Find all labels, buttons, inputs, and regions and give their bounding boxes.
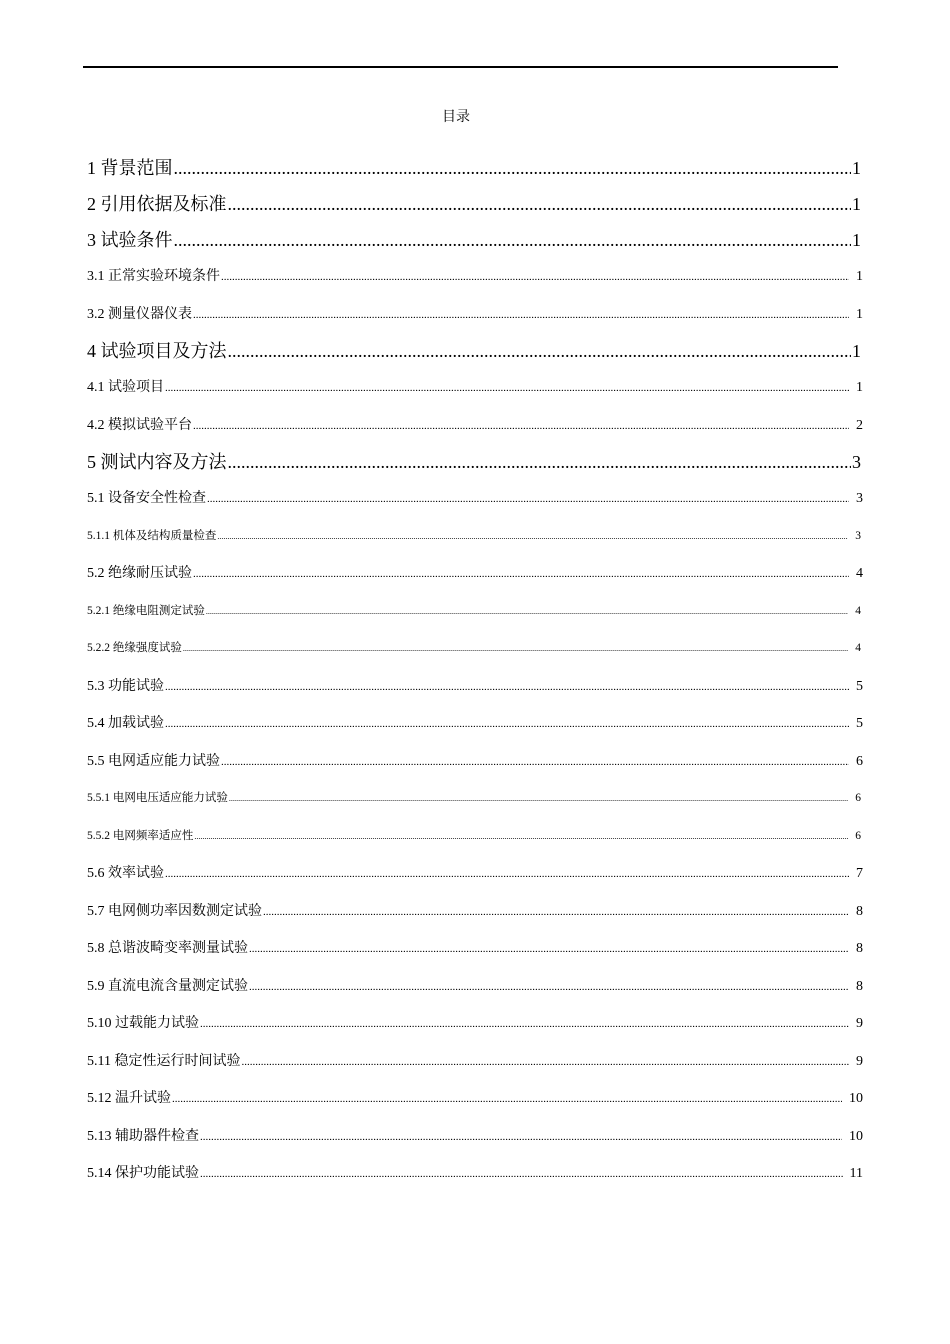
toc-entry-title: 5.1.1 机体及结构质量检查 xyxy=(87,529,217,542)
toc-entry-page: 4 xyxy=(855,604,861,617)
toc-entry-page: 5 xyxy=(856,716,863,731)
table-of-contents xyxy=(87,150,863,1193)
dot-leader xyxy=(193,408,849,446)
toc-entry-page: 4 xyxy=(856,566,863,581)
toc-entry-page: 8 xyxy=(856,903,863,919)
toc-entry-title: 5.2 绝缘耐压试验 xyxy=(87,566,192,581)
toc-entry-page: 1 xyxy=(852,341,861,361)
toc-entry[interactable] xyxy=(87,1043,863,1081)
dot-leader xyxy=(207,481,849,519)
toc-entry-title: 5.3 功能试验 xyxy=(87,678,164,694)
toc-entry-page: 1 xyxy=(856,269,863,284)
toc-entry-title: 5.9 直流电流含量测定试验 xyxy=(87,978,248,994)
toc-entry-title: 5 测试内容及方法 xyxy=(87,452,227,472)
toc-entry-title: 2 引用依据及标准 xyxy=(87,194,227,214)
toc-entry-title: 3 试验条件 xyxy=(87,230,173,250)
toc-entry-title: 5.10 过载能力试验 xyxy=(87,1016,199,1031)
toc-entry-title: 5.12 温升试验 xyxy=(87,1091,171,1106)
toc-entry-title: 5.8 总谐波畸变率测量试验 xyxy=(87,941,248,956)
toc-entry-title: 4 试验项目及方法 xyxy=(87,341,227,361)
dot-leader xyxy=(174,150,852,186)
toc-entry[interactable] xyxy=(87,705,863,743)
toc-entry[interactable] xyxy=(87,1118,863,1156)
toc-entry-title: 5.2.1 绝缘电阻测定试验 xyxy=(87,604,205,617)
toc-entry-title: 5.6 效率试验 xyxy=(87,866,164,881)
toc-entry-title: 5.11 稳定性运行时间试验 xyxy=(87,1053,241,1069)
toc-entry-title: 5.2.2 绝缘强度试验 xyxy=(87,642,182,654)
toc-entry[interactable] xyxy=(87,480,863,518)
toc-entry-title: 4.2 模拟试验平台 xyxy=(87,417,192,433)
dot-leader xyxy=(165,706,849,744)
toc-entry-page: 1 xyxy=(852,194,861,214)
toc-entry[interactable] xyxy=(87,444,863,480)
toc-entry-page: 6 xyxy=(856,753,863,769)
toc-entry-title: 5.13 辅助器件检查 xyxy=(87,1128,199,1144)
toc-entry[interactable] xyxy=(87,186,863,222)
dot-leader xyxy=(165,669,849,707)
dot-leader xyxy=(228,444,852,480)
dot-leader xyxy=(221,744,849,782)
toc-entry-page: 3 xyxy=(855,529,861,542)
toc-entry[interactable] xyxy=(87,818,863,856)
toc-entry[interactable] xyxy=(87,407,863,445)
dot-leader xyxy=(263,894,849,932)
toc-entry[interactable] xyxy=(87,630,863,668)
toc-entry-title: 1 背景范围 xyxy=(87,158,173,178)
toc-entry[interactable] xyxy=(87,743,863,781)
toc-entry[interactable] xyxy=(87,668,863,706)
toc-entry-page: 1 xyxy=(856,380,863,395)
toc-entry-page: 7 xyxy=(856,866,863,881)
toc-entry[interactable] xyxy=(87,1005,863,1043)
toc-entry-page: 11 xyxy=(849,1166,863,1181)
toc-entry[interactable] xyxy=(87,518,863,556)
toc-entry-title: 5.7 电网侧功率因数测定试验 xyxy=(87,903,262,919)
toc-entry-page: 8 xyxy=(856,978,863,994)
toc-entry-page: 10 xyxy=(849,1128,863,1144)
toc-entry-title: 5.14 保护功能试验 xyxy=(87,1166,199,1181)
toc-entry[interactable] xyxy=(87,555,863,593)
toc-entry[interactable] xyxy=(87,258,863,296)
toc-entry-title: 3.2 测量仪器仪表 xyxy=(87,306,192,322)
toc-entry-page: 6 xyxy=(855,829,861,842)
toc-entry-title: 5.1 设备安全性检查 xyxy=(87,491,206,506)
toc-entry-page: 4 xyxy=(855,642,861,654)
toc-entry-title: 5.5 电网适应能力试验 xyxy=(87,753,220,769)
dot-leader xyxy=(228,333,852,369)
toc-entry[interactable] xyxy=(87,333,863,369)
toc-entry[interactable] xyxy=(87,1080,863,1118)
toc-entry[interactable] xyxy=(87,150,863,186)
dot-leader xyxy=(200,1156,843,1194)
toc-entry-page: 2 xyxy=(856,417,863,433)
dot-leader xyxy=(228,186,852,222)
dot-leader xyxy=(165,370,849,408)
dot-leader xyxy=(200,1119,842,1157)
toc-entry-title: 5.5.1 电网电压适应能力试验 xyxy=(87,792,228,804)
toc-entry-page: 9 xyxy=(856,1053,863,1069)
dot-leader xyxy=(241,1044,849,1082)
toc-entry-page: 6 xyxy=(855,792,861,804)
toc-entry[interactable] xyxy=(87,893,863,931)
toc-entry-page: 3 xyxy=(856,491,863,506)
dot-leader xyxy=(217,518,848,556)
toc-entry[interactable] xyxy=(87,296,863,334)
toc-entry[interactable] xyxy=(87,593,863,631)
toc-entry-page: 3 xyxy=(852,452,861,472)
toc-entry-page: 8 xyxy=(856,941,863,956)
toc-entry[interactable] xyxy=(87,855,863,893)
dot-leader xyxy=(165,856,849,894)
header-rule xyxy=(83,66,838,68)
dot-leader xyxy=(221,259,849,297)
toc-title: 目录 xyxy=(442,110,470,125)
toc-entry[interactable] xyxy=(87,930,863,968)
toc-entry-page: 1 xyxy=(856,306,863,322)
toc-entry-page: 1 xyxy=(852,158,861,178)
dot-leader xyxy=(249,969,849,1007)
dot-leader xyxy=(200,1006,849,1044)
toc-entry-title: 5.4 加载试验 xyxy=(87,716,164,731)
toc-entry-page: 5 xyxy=(856,678,863,694)
toc-entry-page: 1 xyxy=(852,230,861,250)
dot-leader xyxy=(193,297,849,335)
toc-entry-title: 3.1 正常实验环境条件 xyxy=(87,269,220,284)
dot-leader xyxy=(174,222,852,258)
dot-leader xyxy=(172,1081,842,1119)
dot-leader xyxy=(249,931,849,969)
dot-leader xyxy=(206,593,848,631)
dot-leader xyxy=(229,780,848,818)
toc-entry[interactable] xyxy=(87,222,863,258)
toc-entry[interactable] xyxy=(87,780,863,818)
toc-entry-title: 5.5.2 电网频率适应性 xyxy=(87,829,194,842)
toc-entry-title: 4.1 试验项目 xyxy=(87,380,164,395)
dot-leader xyxy=(193,556,849,594)
toc-entry[interactable] xyxy=(87,1155,863,1193)
dot-leader xyxy=(194,818,848,856)
toc-entry[interactable] xyxy=(87,369,863,407)
toc-entry-page: 9 xyxy=(856,1016,863,1031)
toc-entry-page: 10 xyxy=(849,1091,863,1106)
toc-entry[interactable] xyxy=(87,968,863,1006)
dot-leader xyxy=(183,630,848,668)
